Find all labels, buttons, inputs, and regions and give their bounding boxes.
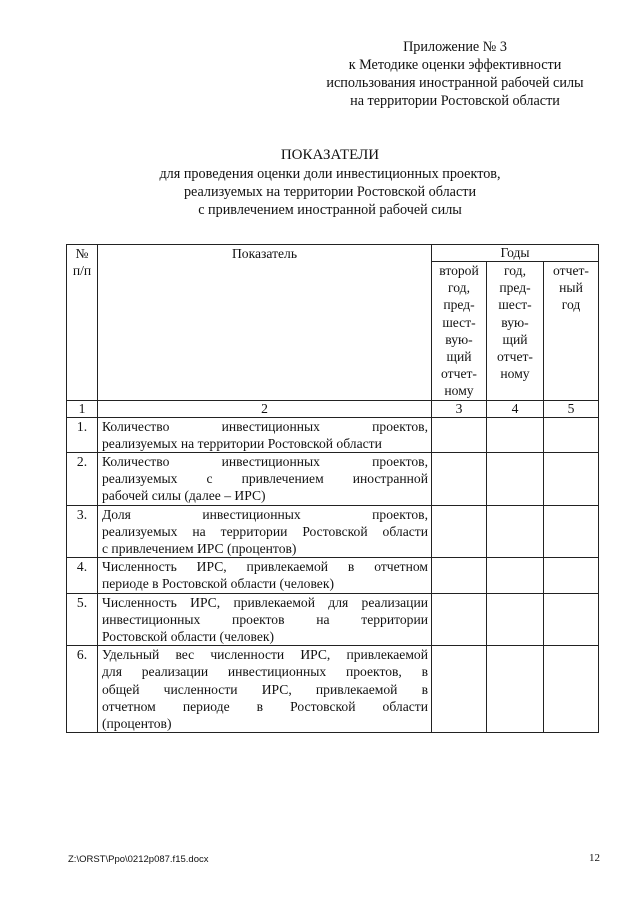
header-indicator-cell: Показатель xyxy=(98,245,432,401)
year-header-line: отчет- xyxy=(553,263,589,278)
year-header-line: ному xyxy=(444,383,474,399)
indicator-line: Удельный вес численности ИРС, привлекаемой xyxy=(102,647,428,663)
indicator-text xyxy=(98,558,432,593)
appendix-header xyxy=(300,38,610,110)
year-header-line: год, xyxy=(504,263,526,278)
indicator-text xyxy=(98,646,432,733)
header-year-col-2 xyxy=(487,262,544,401)
year-value-cell[interactable] xyxy=(432,417,487,452)
header-years-cell: Годы xyxy=(432,245,599,262)
year-value-cell[interactable] xyxy=(487,453,544,506)
year-header-line: пред- xyxy=(443,297,475,313)
year-value-cell[interactable] xyxy=(487,417,544,452)
column-number: 5 xyxy=(544,400,599,417)
appendix-line: Приложение № 3 xyxy=(403,39,507,55)
year-value-cell[interactable] xyxy=(544,505,599,558)
table-row xyxy=(67,505,599,558)
row-number: 5. xyxy=(67,593,98,646)
year-header-line: ный xyxy=(559,280,583,296)
year-value-cell[interactable] xyxy=(487,558,544,593)
header-year-col-3 xyxy=(544,262,599,401)
table-row xyxy=(67,558,599,593)
header-num-cell xyxy=(67,245,98,401)
column-number: 2 xyxy=(98,400,432,417)
row-number: 2. xyxy=(67,453,98,506)
indicator-text xyxy=(98,593,432,646)
indicator-line: периоде в Ростовской области (человек) xyxy=(102,576,334,592)
table-row xyxy=(67,417,599,452)
page-title: ПОКАЗАТЕЛИ xyxy=(280,147,380,163)
year-header-line: вую- xyxy=(445,331,473,347)
appendix-line: к Методике оценки эффективности xyxy=(348,57,562,73)
year-value-cell[interactable] xyxy=(432,558,487,593)
row-number: 6. xyxy=(67,646,98,733)
document-title xyxy=(60,146,600,219)
year-header-line: щий xyxy=(502,331,528,347)
indicator-line: Численность ИРС, привлекаемой в отчетном xyxy=(102,559,428,575)
indicator-line: отчетном периоде в Ростовской области xyxy=(102,698,428,714)
indicator-line: Ростовской области (человек) xyxy=(102,629,275,645)
column-number: 1 xyxy=(67,400,98,417)
year-value-cell[interactable] xyxy=(432,505,487,558)
year-value-cell[interactable] xyxy=(432,453,487,506)
appendix-line: использования иностранной рабочей силы xyxy=(326,75,584,91)
column-number-row xyxy=(67,400,599,417)
year-value-cell[interactable] xyxy=(487,646,544,733)
year-header-line: отчет- xyxy=(497,349,533,365)
indicator-line: реализуемых с привлечением иностранной xyxy=(102,471,428,487)
year-header-line: пред- xyxy=(499,280,531,296)
year-header-line: щий xyxy=(446,349,472,365)
year-value-cell[interactable] xyxy=(544,558,599,593)
file-path: Z:\ORST\Ppo\0212p087.f15.docx xyxy=(68,854,209,865)
year-header-line: шест- xyxy=(498,297,532,313)
year-value-cell[interactable] xyxy=(544,453,599,506)
indicator-line: Количество инвестиционных проектов, xyxy=(102,418,428,434)
header-num-line: п/п xyxy=(72,263,92,279)
indicator-line: инвестиционных проектов на территории xyxy=(102,611,428,627)
indicator-line: с привлечением ИРС (процентов) xyxy=(102,541,297,557)
table-row xyxy=(67,593,599,646)
header-year-col-1 xyxy=(432,262,487,401)
year-value-cell[interactable] xyxy=(432,646,487,733)
indicator-line: для реализации инвестиционных проектов, в xyxy=(102,664,428,680)
year-value-cell[interactable] xyxy=(544,646,599,733)
indicator-line: Доля инвестиционных проектов, xyxy=(102,506,428,522)
indicator-line: Количество инвестиционных проектов, xyxy=(102,454,428,470)
row-number: 4. xyxy=(67,558,98,593)
year-value-cell[interactable] xyxy=(487,505,544,558)
indicator-line: общей численности ИРС, привлекаемой в xyxy=(102,681,428,697)
indicators-table xyxy=(66,244,599,733)
appendix-line: на территории Ростовской области xyxy=(350,93,560,109)
indicator-line: реализуемых на территории Ростовской области xyxy=(102,523,428,539)
indicator-text xyxy=(98,505,432,558)
table-row xyxy=(67,646,599,733)
year-value-cell[interactable] xyxy=(432,593,487,646)
header-num-line: № xyxy=(75,246,89,261)
subtitle-line: с привлечением иностранной рабочей силы xyxy=(198,202,462,218)
indicator-line: Численность ИРС, привлекаемой для реализации xyxy=(102,594,428,610)
table-row xyxy=(67,453,599,506)
subtitle-line: реализуемых на территории Ростовской области xyxy=(183,184,477,200)
year-value-cell[interactable] xyxy=(544,417,599,452)
year-header-line: год, xyxy=(448,280,470,296)
year-value-cell[interactable] xyxy=(544,593,599,646)
year-header-line: вую- xyxy=(501,314,529,330)
indicator-text xyxy=(98,453,432,506)
row-number: 3. xyxy=(67,505,98,558)
table-header-row xyxy=(67,245,599,262)
column-number: 4 xyxy=(487,400,544,417)
row-number: 1. xyxy=(67,417,98,452)
indicator-line: (процентов) xyxy=(102,716,172,732)
year-header-line: второй xyxy=(439,263,479,278)
subtitle-line: для проведения оценки доли инвестиционных проектов, xyxy=(159,166,501,182)
year-value-cell[interactable] xyxy=(487,593,544,646)
column-number: 3 xyxy=(432,400,487,417)
year-header-line: отчет- xyxy=(441,366,477,382)
year-header-line: ному xyxy=(500,366,530,382)
indicator-text xyxy=(98,417,432,452)
indicator-line: реализуемых на территории Ростовской области xyxy=(102,435,382,451)
year-header-line: год xyxy=(561,297,581,313)
page-number: 12 xyxy=(589,852,600,864)
year-header-line: шест- xyxy=(442,314,476,330)
indicator-line: рабочей силы (далее – ИРС) xyxy=(102,488,266,504)
